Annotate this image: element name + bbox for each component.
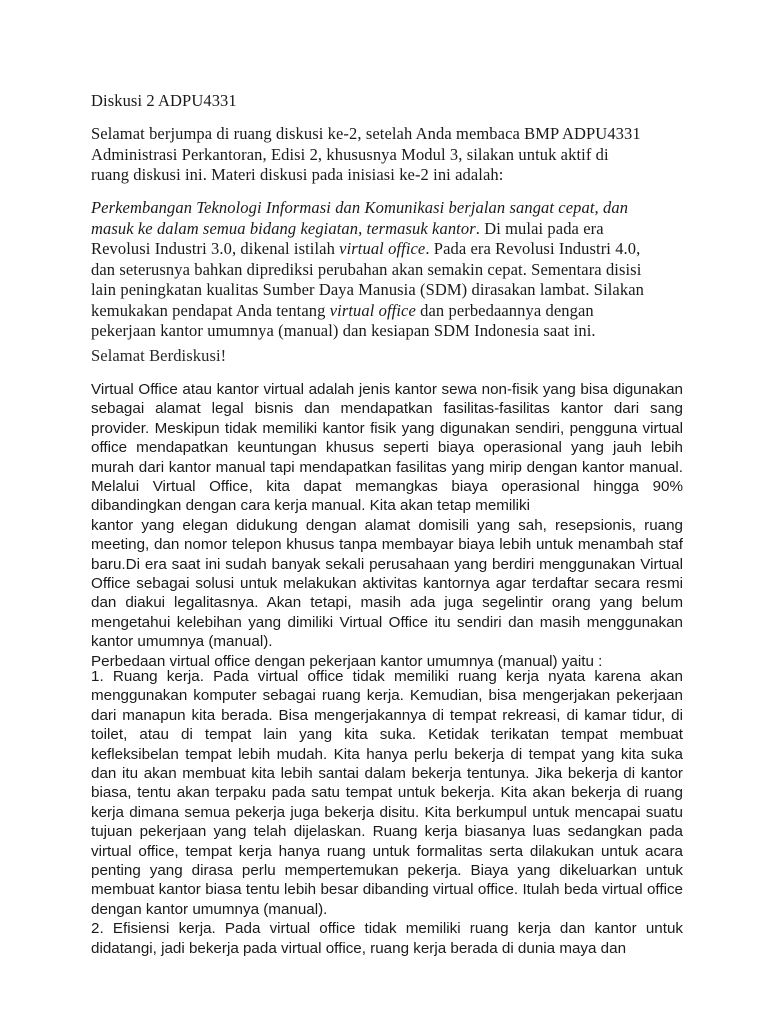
- topic-italic-text: masuk ke dalam semua bidang kegiatan, termasuk kantor: [91, 218, 476, 238]
- topic-text: . Pada era Revolusi Industri 4.0,: [425, 239, 641, 258]
- topic-line: pekerjaan kantor umumnya (manual) dan kesiapan SDM Indonesia saat ini.: [91, 321, 596, 340]
- greeting-text: Selamat Berdiskusi!: [91, 346, 227, 365]
- answer-section: [91, 380, 683, 671]
- intro-paragraph: [91, 124, 683, 186]
- intro-line: ruang diskusi ini. Materi diskusi pada inisiasi ke-2 ini adalah:: [91, 165, 504, 184]
- intro-line: Selamat berjumpa di ruang diskusi ke-2, setelah Anda membaca BMP ADPU4331: [91, 124, 641, 143]
- answer-paragraph: Virtual Office atau kantor virtual adalah jenis kantor sewa non-fisik yang bisa digunakan sebagai alamat legal bisnis dan mendapatkan fasilitas-fasilitas kantor dari sang provider. Meskipun tidak memiliki kantor fisik yang digunakan sendiri, pengguna virtual office mendapatkan keuntungan khusus seperti biaya operasional yang jauh lebih murah dari kantor manual tapi mendapatkan fasilitas yang mirip dengan kantor manual. Melalui Virtual Office, kita dapat memangkas biaya operasional hingga 90% dibandingkan dengan cara kerja manual. Kita akan tetap memiliki: [91, 381, 683, 515]
- topic-line: [91, 198, 683, 219]
- topic-italic-text: virtual office: [329, 300, 416, 320]
- difference-point: 2. Efisiensi kerja. Pada virtual office tidak memiliki ruang kerja dan kantor untuk didatangi, jadi bekerja pada virtual office, ruang kerja berada di dunia maya dan: [91, 920, 683, 957]
- topic-text: dan perbedaannya dengan: [415, 300, 594, 320]
- topic-italic-text: Perkembangan Teknologi Informasi dan Komunikasi berjalan sangat cepat, dan: [91, 198, 629, 217]
- topic-italic-text: virtual office: [339, 239, 426, 258]
- topic-line: [91, 301, 683, 322]
- topic-line: [91, 239, 683, 260]
- topic-text: Revolusi Industri 3.0, dikenal istilah: [91, 239, 340, 258]
- topic-line: [91, 219, 683, 240]
- answer-paragraph: Perbedaan virtual office dengan pekerjaan kantor umumnya (manual) yaitu :: [91, 652, 603, 670]
- difference-point: 1. Ruang kerja. Pada virtual office tidak memiliki ruang kerja nyata karena akan menggunakan komputer sebagai ruang kerja. Kemudian, bisa mengerjakan pekerjaan dari manapun kita berada. Bisa mengerjakannya di tempat rekreasi, di kamar tidur, di toilet, atau di tempat lain yang kita suka. Ketidak terikatan tempat membuat kefleksibelan tempat lebih mudah. Kita hanya perlu bekerja di tempat yang kita suka dan itu akan membuat kita lebih santai dalam bekerja tentunya. Jika bekerja di kantor biasa, tentu akan terpaku pada satu tempat untuk bekerja. Kita akan bekerja di ruang kerja dimana semua pekerja juga bekerja disitu. Kita berkumpul untuk mencapai suatu tujuan pekerjaan yang telah dijelaskan. Ruang kerja biasanya luas sedangkan pada virtual office, tempat kerja hanya ruang untuk formalitas serta dilakukan untuk acara penting yang dirasa perlu mempertemukan pekerja. Biaya yang dikeluarkan untuk membuat kantor biasa tentu lebih besar dibanding virtual office. Itulah beda virtual office dengan kantor umumnya (manual).: [91, 668, 683, 918]
- topic-text: . Di mulai pada era: [475, 218, 604, 238]
- topic-text: kemukakan pendapat Anda tentang: [91, 300, 330, 320]
- topic-line: dan seterusnya bahkan diprediksi perubahan akan semakin cepat. Sementara disisi: [91, 259, 642, 279]
- discussion-topic: [91, 198, 683, 342]
- intro-line: Administrasi Perkantoran, Edisi 2, khususnya Modul 3, silakan untuk aktif di: [91, 144, 609, 164]
- topic-line: lain peningkatan kualitas Sumber Daya Manusia (SDM) dirasakan lambat. Silakan: [91, 280, 644, 299]
- difference-points: [91, 667, 683, 958]
- document-title: Diskusi 2 ADPU4331: [91, 91, 237, 110]
- answer-paragraph: kantor yang elegan didukung dengan alamat domisili yang sah, resepsionis, ruang meeting, dan nomor telepon khusus tanpa membayar biaya lebih untuk menambah staf baru.Di era saat ini sudah banyak sekali perusahaan yang berdiri menggunakan Virtual Office sebagai solusi untuk melakukan aktivitas kantornya agar terdaftar secara resmi dan diakui legalitasnya. Akan tetapi, masih ada juga segelintir orang yang belum mengetahui kelebihan yang dimiliki Virtual Office itu sendiri dan masih menggunakan kantor umumnya (manual).: [91, 516, 683, 651]
